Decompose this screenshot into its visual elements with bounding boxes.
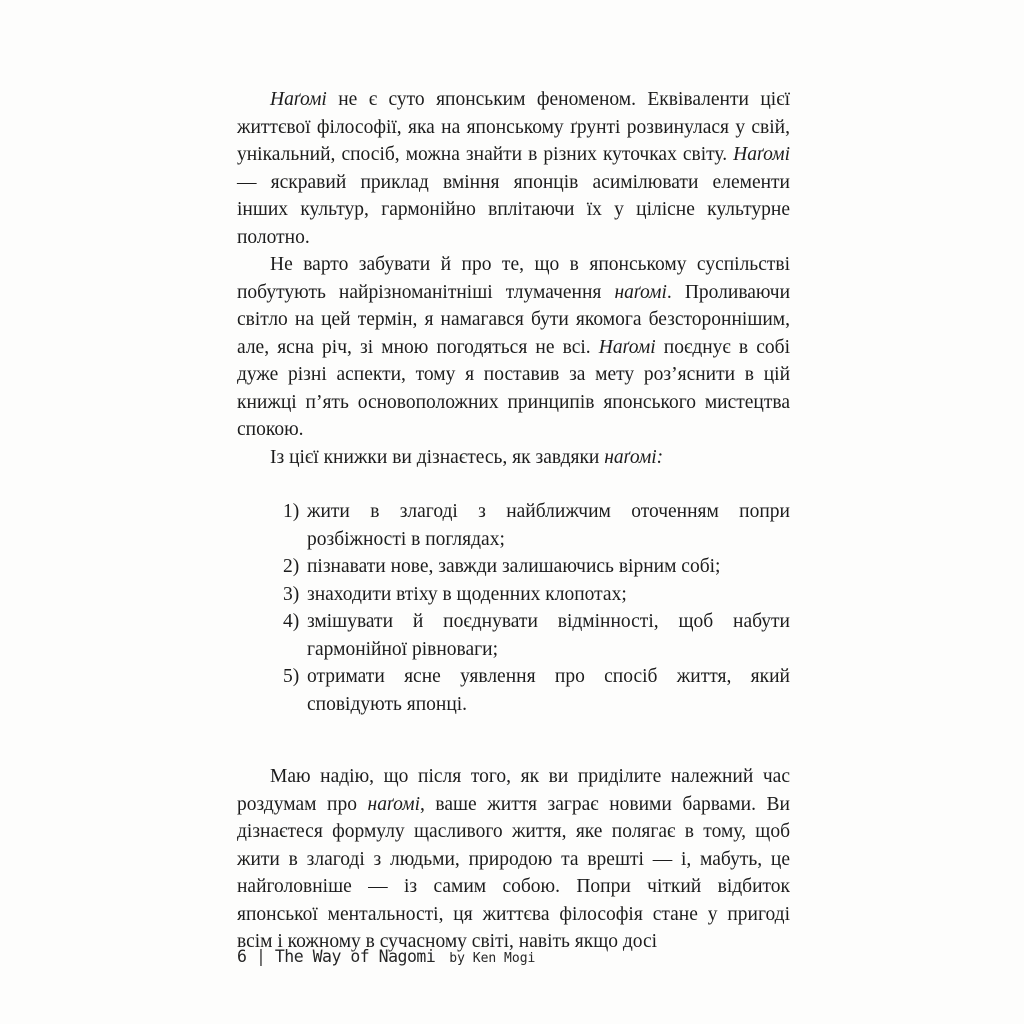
italic-text: Наґомі bbox=[598, 336, 656, 358]
italic-text: Наґомі bbox=[270, 89, 327, 110]
page-text bbox=[237, 86, 790, 956]
italic-text: Наґомі bbox=[733, 144, 790, 165]
list-item bbox=[237, 581, 790, 609]
body-text: . Проливаючи світло на цей термін, я намагався бути якомога безстороннішим, але, ясна річ, зі мною погодяться не всі. bbox=[237, 281, 791, 358]
list-marker: 4) bbox=[283, 611, 300, 632]
body-text: Із цієї книжки ви дізнаєтесь, як завдяки bbox=[270, 446, 605, 468]
list-item-text: пізнавати нове, завжди залишаючись вірним собі; bbox=[307, 556, 721, 577]
footer-separator: | bbox=[255, 947, 266, 966]
italic-text: наґомі bbox=[614, 281, 667, 303]
paragraph bbox=[237, 763, 790, 956]
body-text: — яскравий приклад вміння японців асимілювати елементи інших культур, гармонійно вплітаючи їх у цілісне культурне полотно. bbox=[237, 171, 790, 248]
paragraph bbox=[237, 444, 790, 472]
body-text: Маю надію, що після того, як ви приділите належний час роздумам про bbox=[237, 766, 790, 815]
list-marker: 2) bbox=[283, 556, 300, 577]
list-item bbox=[237, 663, 790, 718]
list-item-text: змішувати й поєднувати відмінності, щоб набути гармонійної рівноваги; bbox=[307, 611, 790, 660]
italic-text: наґомі: bbox=[604, 446, 664, 468]
list-item-text: отримати ясне уявлення про спосіб життя, який сповідують японці. bbox=[307, 666, 790, 715]
italic-text: наґомі bbox=[367, 793, 420, 815]
body-text: не є суто японським феноменом. Еквіваленти цієї життєвої філософії, яка на японському ґрунті розвинулася у свій, унікальний, спосіб, можна знайти в різних куточках світу. bbox=[237, 89, 790, 165]
list-item bbox=[237, 498, 790, 553]
list-marker: 1) bbox=[283, 501, 300, 522]
footer-byline: by Ken Mogi bbox=[449, 951, 536, 966]
list-item-text: жити в злагоді з найближчим оточенням попри розбіжності в поглядах; bbox=[307, 501, 790, 550]
list-item-text: знаходити втіху в щоденних клопотах; bbox=[307, 583, 627, 605]
body-text: поєднує в собі дуже різні аспекти, тому я поставив за мету роз’яснити в цій книжці п’ять основоположних принципів японського мистецтва спокою. bbox=[237, 336, 790, 440]
list-item bbox=[237, 553, 790, 581]
page-footer bbox=[237, 947, 535, 966]
page-number: 6 bbox=[237, 947, 247, 966]
body-text: Не варто забувати й про те, що в японському суспільстві побутують найрізноманітніші тлумачення bbox=[237, 254, 790, 303]
footer-book-title: The Way of Nagomi bbox=[274, 947, 436, 966]
paragraph bbox=[237, 251, 790, 444]
list-marker: 5) bbox=[283, 666, 300, 687]
paragraph bbox=[237, 86, 790, 251]
list-marker: 3) bbox=[283, 583, 300, 605]
body-text: , ваше життя заграє новими барвами. Ви дізнаєтеся формулу щасливого життя, яке полягає в тому, щоб жити в злагоді з людьми, природою та врешті — і, мабуть, це найголовніше — із самим собою. Попри чіткий відбиток японської ментальності, ця життєва філософія стане у пригоді всім і кожному в сучасному світі, навіть якщо досі bbox=[237, 793, 790, 952]
numbered-list bbox=[237, 498, 790, 718]
list-item bbox=[237, 608, 790, 663]
